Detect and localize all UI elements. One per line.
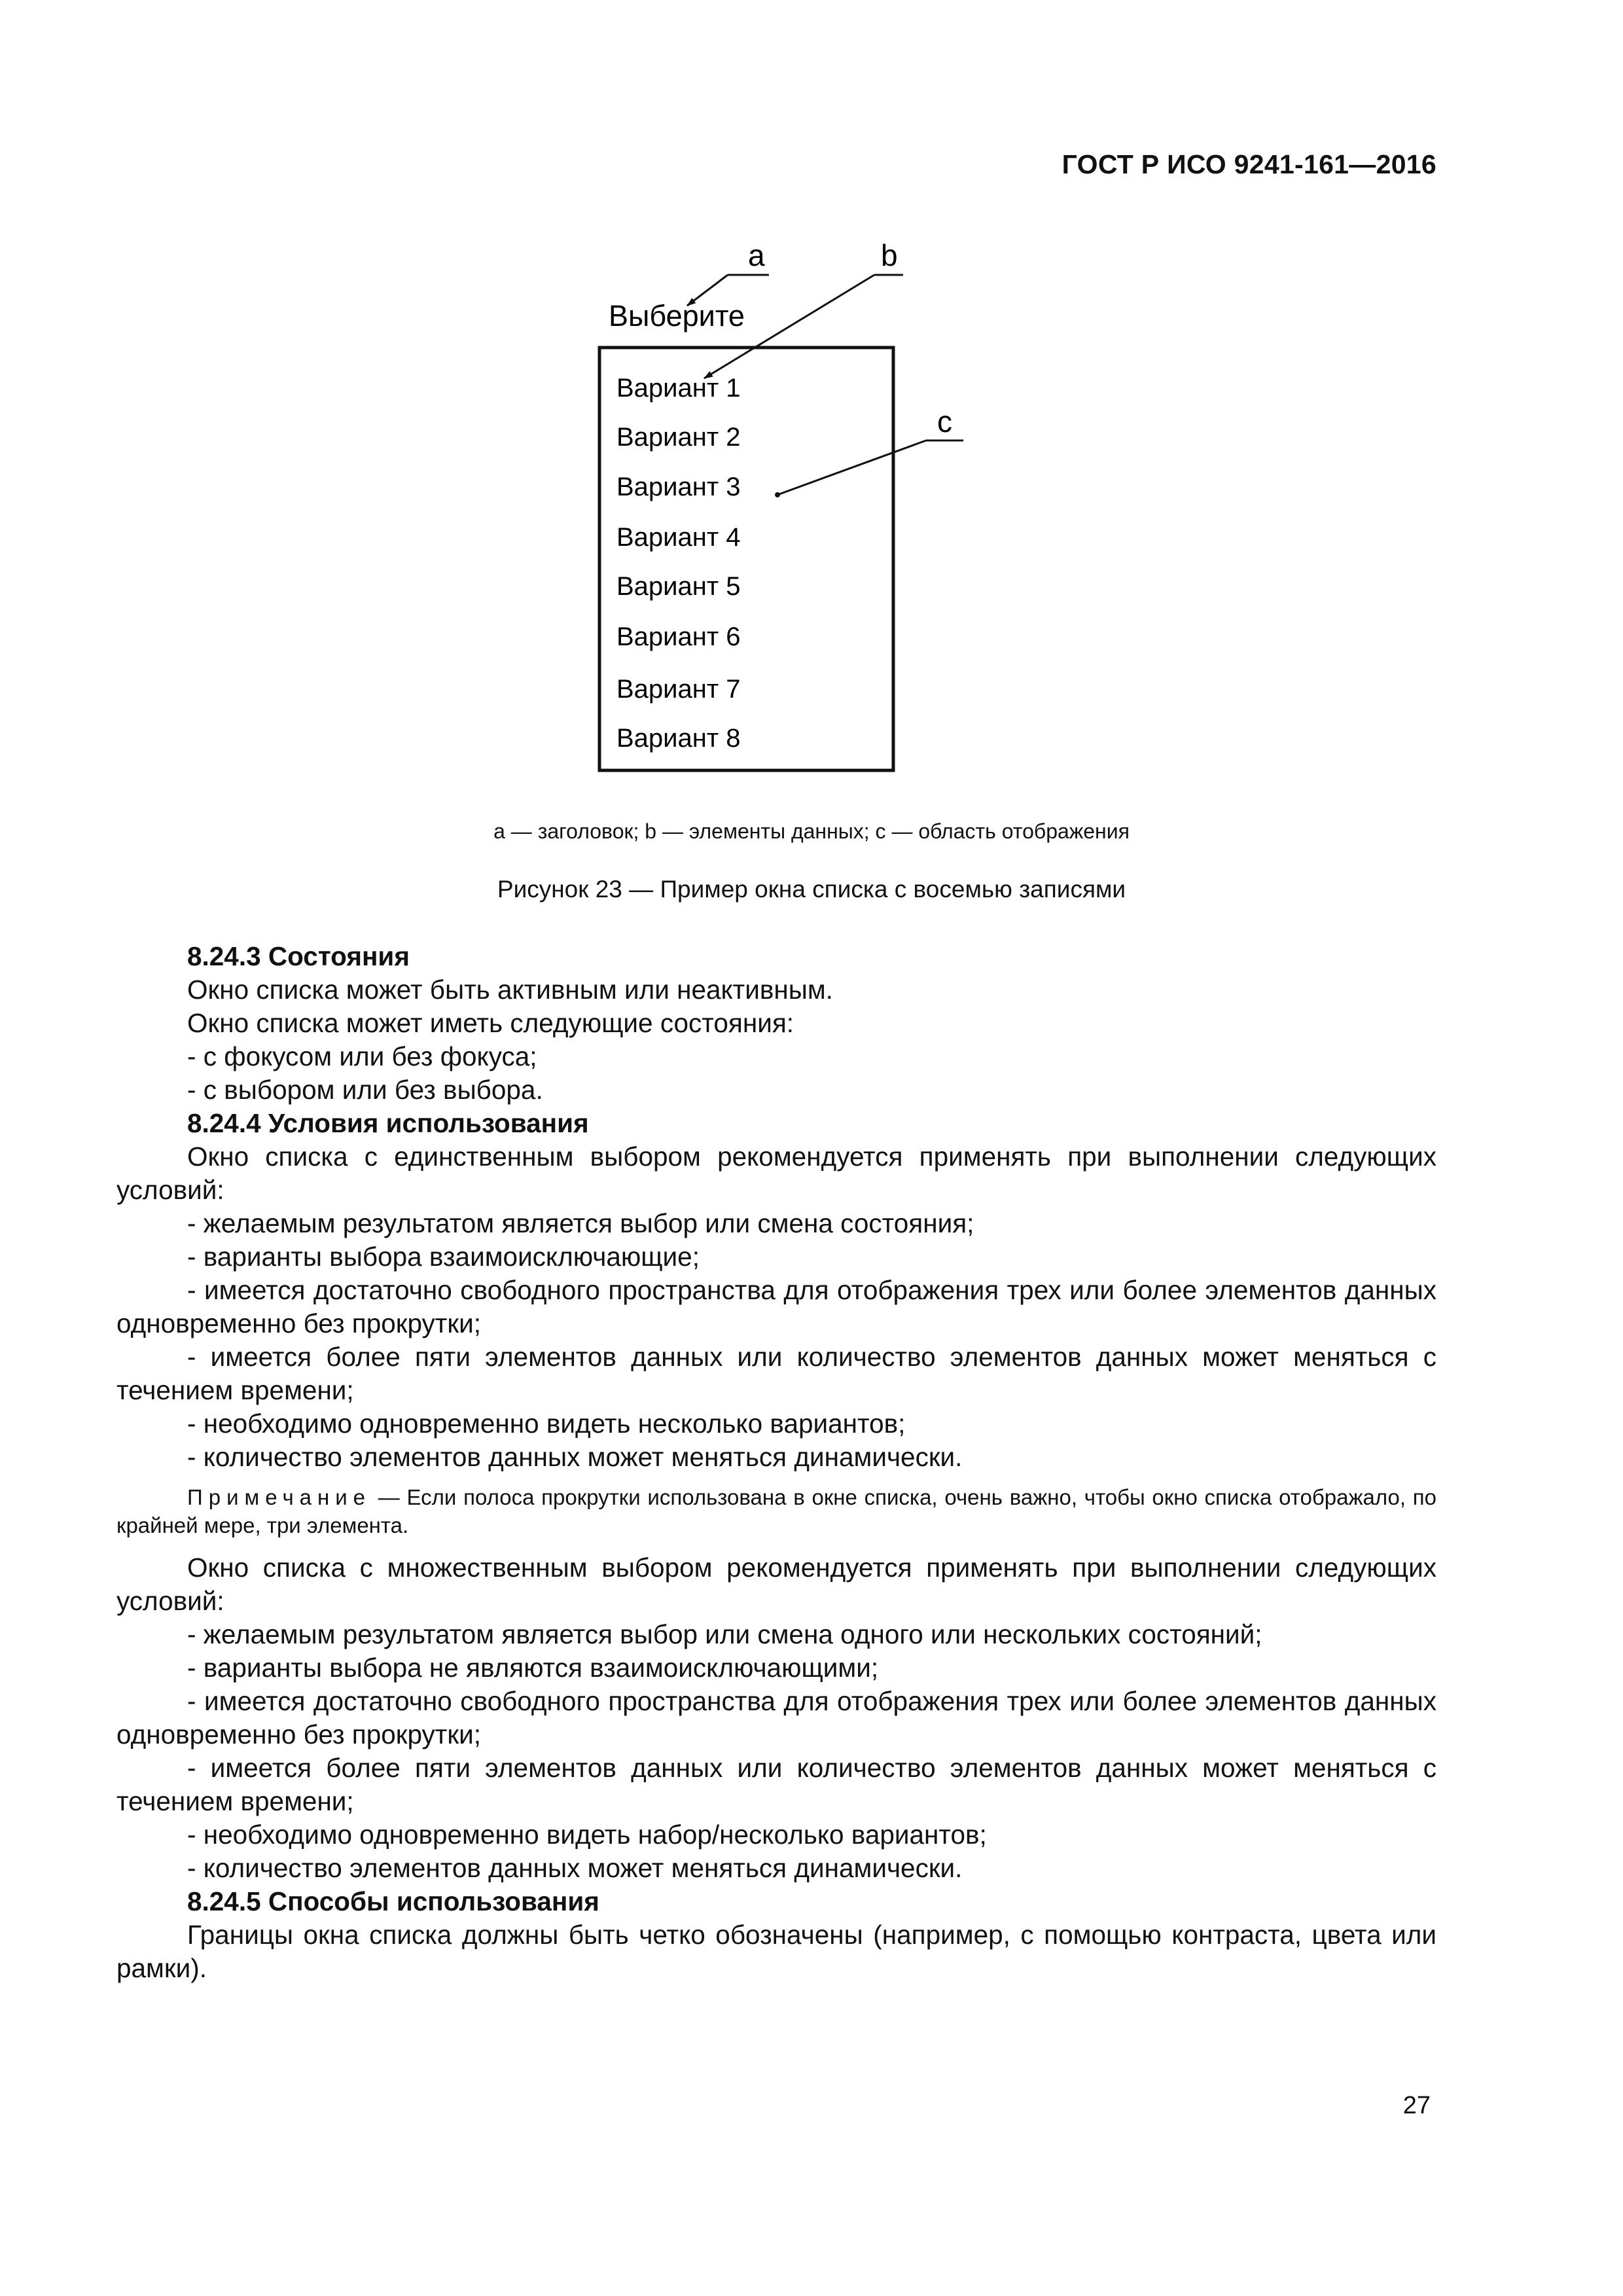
list-item: - варианты выбора взаимоисключающие; (187, 1242, 700, 1272)
section-heading: 8.24.5 Способы использования (187, 1886, 599, 1916)
section-heading: 8.24.4 Условия использования (187, 1108, 589, 1138)
callout-b-label: b (881, 238, 898, 272)
list-item: - необходимо одновременно видеть набор/несколько вариантов; (187, 1820, 987, 1850)
listbox-frame (599, 348, 893, 770)
list-item: Вариант 1 (616, 374, 741, 403)
list-item: - варианты выбора не являются взаимоисключающими; (187, 1653, 879, 1683)
list-item: - необходимо одновременно видеть несколько вариантов; (187, 1408, 906, 1439)
section-heading: 8.24.3 Состояния (187, 941, 410, 971)
list-item: - с фокусом или без фокуса; (187, 1041, 537, 1071)
callout-c (775, 404, 963, 497)
figure-caption: Рисунок 23 — Пример окна списка с восемью записями (497, 876, 1126, 903)
figure-legend: a — заголовок; b — элементы данных; c — область отображения (493, 819, 1130, 843)
list-item: - желаемым результатом является выбор или смена состояния; (187, 1208, 974, 1238)
list-item: - имеется достаточно свободного пространства для отображения трех или более элементов данных одновременно без прокрутки; (116, 1686, 1436, 1749)
list-item: Вариант 4 (616, 523, 741, 552)
callout-a (687, 238, 769, 306)
paragraph: Окно списка с единственным выбором рекомендуется применять при выполнении следующих условий: (116, 1141, 1436, 1205)
list-item: - имеется более пяти элементов данных или количество элементов данных может меняться с течением времени; (116, 1342, 1436, 1405)
callout-a-label: a (748, 238, 765, 272)
list-item: - имеется достаточно свободного пространства для отображения трех или более элементов данных одновременно без прокрутки; (116, 1275, 1436, 1338)
note-label: Примечание (187, 1485, 372, 1509)
list-item: - с выбором или без выбора. (187, 1075, 543, 1105)
list-item: Вариант 8 (616, 724, 741, 753)
document-code-header: ГОСТ Р ИСО 9241-161—2016 (1061, 149, 1436, 179)
list-item: Вариант 5 (616, 572, 741, 601)
paragraph: Границы окна списка должны быть четко обозначены (например, с помощью контраста, цвета или рамки). (116, 1920, 1436, 1983)
list-item: - желаемым результатом является выбор или смена одного или нескольких состояний; (187, 1619, 1262, 1649)
list-item: Вариант 6 (616, 622, 741, 651)
paragraph: Окно списка может иметь следующие состояния: (187, 1008, 794, 1038)
list-item: Вариант 2 (616, 423, 741, 452)
callout-c-label: c (937, 404, 952, 439)
note (116, 1483, 1436, 1539)
listbox-figure (0, 0, 1623, 812)
paragraph: Окно списка может быть активным или неактивным. (187, 975, 833, 1005)
page-number: 27 (1402, 2092, 1431, 2119)
paragraph: Окно списка с множественным выбором рекомендуется применять при выполнении следующих условий: (116, 1552, 1436, 1616)
list-item: - имеется более пяти элементов данных или количество элементов данных может меняться с течением времени; (116, 1753, 1436, 1816)
body-text (116, 940, 1436, 1985)
listbox-title: Выберите (609, 299, 745, 332)
list-item: Вариант 7 (616, 675, 741, 704)
note-text: — Если полоса прокрутки использована в окне списка, очень важно, чтобы окно списка отображало, по крайней мере, три элемента. (116, 1485, 1436, 1537)
list-item: - количество элементов данных может меняться динамически. (187, 1442, 963, 1472)
listbox-items (616, 374, 741, 753)
list-item: Вариант 3 (616, 473, 741, 501)
list-item: - количество элементов данных может меняться динамически. (187, 1853, 963, 1883)
